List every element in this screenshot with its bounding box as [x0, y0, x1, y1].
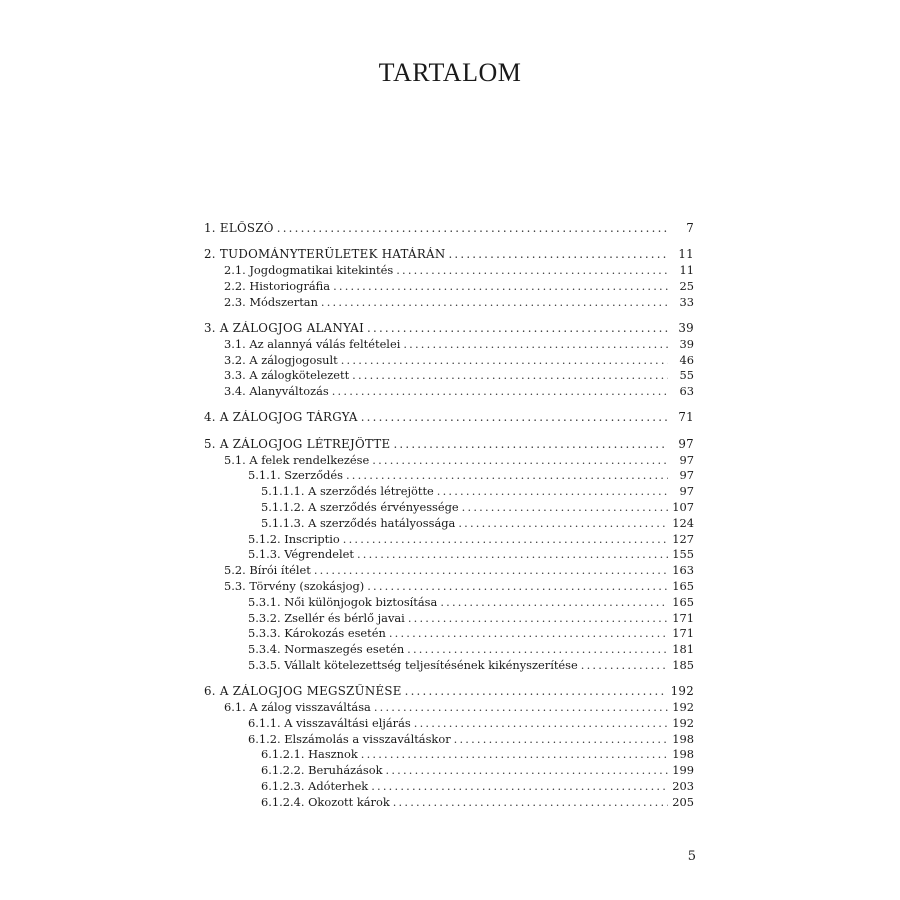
toc-entry-page: 97 — [679, 452, 694, 467]
toc-leader-dots — [357, 547, 668, 563]
toc-entry-label: 5.3.4. Normaszegés esetén — [248, 642, 405, 657]
toc-entry[interactable] — [204, 642, 694, 658]
toc-leader-dots — [333, 279, 668, 295]
toc-entry-page: 205 — [672, 794, 694, 809]
toc-entry-label: 5.1. A felek rendelkezése — [224, 452, 370, 467]
toc-entry[interactable] — [204, 468, 694, 484]
toc-leader-dots — [458, 516, 668, 532]
toc-entry[interactable] — [204, 453, 694, 469]
toc-entry-page: 203 — [672, 779, 694, 793]
toc-entry[interactable] — [204, 611, 694, 627]
toc-leader-dots — [581, 658, 668, 674]
toc-entry-label: 6.1. A zálog visszaváltása — [224, 700, 371, 715]
toc-entry-page: 198 — [672, 731, 694, 746]
toc-entry-page: 39 — [679, 336, 694, 351]
toc-entry[interactable] — [204, 532, 694, 548]
toc-entry-label: 3. A ZÁLOGJOG ALANYAI — [204, 320, 365, 335]
toc-entry[interactable] — [204, 484, 694, 500]
toc-entry-label: 5. A ZÁLOGJOG LÉTREJÖTTE — [204, 436, 391, 451]
toc-entry-label: 5.2. Bírói ítélet — [224, 563, 311, 578]
toc-entry-page: 171 — [672, 626, 694, 641]
toc-chapter-entry[interactable] — [204, 247, 694, 263]
toc-entry-page: 97 — [678, 436, 694, 451]
toc-entry-label: 2.2. Historiográfia — [224, 278, 331, 293]
toc-entry[interactable] — [204, 658, 694, 674]
toc-entry-label: 5.3.1. Női különjogok biztosítása — [248, 594, 438, 609]
toc-entry-page: 33 — [679, 294, 694, 309]
toc-entry-page: 192 — [672, 700, 694, 715]
toc-leader-dots — [374, 700, 668, 716]
toc-entry-page: 199 — [672, 763, 694, 778]
toc-leader-dots — [389, 626, 668, 642]
toc-leader-dots — [386, 763, 668, 779]
toc-leader-dots — [393, 795, 668, 811]
toc-entry-label: 5.1.3. Végrendelet — [248, 547, 354, 562]
toc-chapter-entry[interactable] — [204, 684, 694, 700]
toc-leader-dots — [352, 368, 668, 384]
toc-entry[interactable] — [204, 763, 694, 779]
page-number: 5 — [687, 849, 696, 864]
toc-entry-page: 192 — [670, 684, 694, 699]
toc-leader-dots — [332, 384, 668, 400]
toc-entry[interactable] — [204, 547, 694, 563]
toc-entry-page: 97 — [679, 484, 694, 499]
toc-entry-page: 185 — [672, 657, 694, 672]
toc-leader-dots — [371, 779, 668, 795]
toc-entry[interactable] — [204, 747, 694, 763]
toc-chapter-entry[interactable] — [204, 410, 694, 426]
toc-entry-label: 3.4. Alanyváltozás — [224, 384, 329, 399]
toc-chapter-entry[interactable] — [204, 221, 694, 237]
toc-entry-page: 124 — [672, 515, 694, 530]
toc-entry[interactable] — [204, 795, 694, 811]
toc-entry-label: 2. TUDOMÁNYTERÜLETEK HATÁRÁN — [204, 247, 446, 262]
toc-leader-dots — [414, 716, 668, 732]
toc-entry-page: 127 — [672, 531, 694, 546]
toc-entry[interactable] — [204, 595, 694, 611]
toc-entry-label: 5.3. Törvény (szokásjog) — [224, 578, 365, 593]
toc-entry-label: 5.3.5. Vállalt kötelezettség teljesítésének kikényszerítése — [248, 657, 578, 672]
toc-leader-dots — [408, 611, 668, 627]
toc-entry-page: 181 — [672, 642, 694, 657]
toc-leader-dots — [407, 642, 668, 658]
toc-entry-label: 4. A ZÁLOGJOG TÁRGYA — [204, 410, 358, 425]
toc-entry-page: 11 — [678, 247, 694, 262]
toc-leader-dots — [361, 747, 668, 763]
toc-entry-page: 71 — [678, 410, 694, 425]
toc-entry[interactable] — [204, 779, 694, 795]
toc-entry[interactable] — [204, 732, 694, 748]
toc-entry-label: 3.2. A zálogjogosult — [224, 352, 338, 367]
toc-entry[interactable] — [204, 295, 694, 311]
toc-leader-dots — [367, 579, 668, 595]
toc-entry-label: 6.1.2.4. Okozott károk — [261, 794, 390, 809]
toc-entry-page: 63 — [679, 384, 694, 399]
toc-entry-page: 97 — [679, 468, 694, 483]
table-of-contents — [204, 221, 694, 811]
toc-entry-label: 6.1.1. A visszaváltási eljárás — [248, 715, 411, 730]
toc-leader-dots — [314, 563, 668, 579]
toc-entry-page: 165 — [672, 594, 694, 609]
toc-entry[interactable] — [204, 368, 694, 384]
toc-leader-dots — [346, 468, 668, 484]
toc-entry-label: 6.1.2.1. Hasznok — [261, 747, 358, 762]
toc-entry-label: 3.3. A zálogkötelezett — [224, 368, 350, 383]
toc-chapter-entry[interactable] — [204, 321, 694, 337]
toc-entry-page: 11 — [679, 263, 694, 278]
toc-entry[interactable] — [204, 563, 694, 579]
toc-entry[interactable] — [204, 579, 694, 595]
toc-leader-dots — [372, 453, 668, 469]
toc-chapter-entry[interactable] — [204, 437, 694, 453]
toc-leader-dots — [367, 321, 668, 337]
toc-leader-dots — [448, 247, 668, 263]
toc-entry-page: 192 — [672, 715, 694, 730]
toc-leader-dots — [343, 532, 668, 548]
toc-entry[interactable] — [204, 279, 694, 295]
toc-entry-label: 2.1. Jogdogmatikai kitekintés — [224, 263, 394, 278]
toc-entry-page: 171 — [672, 610, 694, 625]
toc-entry-page: 165 — [672, 578, 694, 593]
toc-leader-dots — [361, 410, 668, 426]
toc-leader-dots — [393, 437, 668, 453]
toc-entry-label: 5.1.1.3. A szerződés hatályossága — [261, 515, 456, 530]
toc-entry-page: 198 — [672, 747, 694, 762]
toc-entry-page: 25 — [679, 278, 694, 293]
toc-entry-page: 55 — [679, 368, 694, 383]
toc-entry[interactable] — [204, 626, 694, 642]
toc-entry-label: 2.3. Módszertan — [224, 294, 318, 309]
toc-leader-dots — [440, 595, 668, 611]
toc-entry-label: 6. A ZÁLOGJOG MEGSZŰNÉSE — [204, 684, 402, 699]
toc-entry-page: 39 — [678, 320, 694, 335]
toc-entry-page: 107 — [672, 499, 694, 514]
toc-leader-dots — [277, 221, 668, 237]
toc-entry[interactable] — [204, 500, 694, 516]
toc-entry[interactable] — [204, 337, 694, 353]
toc-entry-label: 6.1.2. Elszámolás a visszaváltáskor — [248, 731, 451, 746]
toc-entry-page: 46 — [679, 352, 694, 367]
toc-entry-label: 5.3.3. Károkozás esetén — [248, 626, 386, 641]
toc-entry-label: 5.3.2. Zsellér és bérlő javai — [248, 610, 405, 625]
toc-entry-label: 5.1.1. Szerződés — [248, 468, 343, 483]
page-title: TARTALOM — [378, 58, 522, 87]
toc-leader-dots — [405, 684, 667, 700]
toc-entry[interactable] — [204, 384, 694, 400]
toc-leader-dots — [462, 500, 668, 516]
toc-entry-page: 163 — [672, 563, 694, 578]
toc-leader-dots — [396, 263, 668, 279]
toc-entry[interactable] — [204, 353, 694, 369]
toc-entry-label: 5.1.2. Inscriptio — [248, 531, 340, 546]
toc-entry-page: 7 — [686, 221, 694, 235]
toc-leader-dots — [321, 295, 668, 311]
toc-entry-label: 5.1.1.2. A szerződés érvényessége — [261, 499, 459, 514]
toc-leader-dots — [403, 337, 668, 353]
toc-entry-label: 6.1.2.3. Adóterhek — [261, 779, 369, 793]
toc-entry[interactable] — [204, 700, 694, 716]
toc-leader-dots — [437, 484, 668, 500]
toc-entry[interactable] — [204, 716, 694, 732]
toc-entry-label: 3.1. Az alannyá válás feltételei — [224, 336, 401, 351]
toc-entry-label: 5.1.1.1. A szerződés létrejötte — [261, 484, 434, 499]
toc-entry-label: 6.1.2.2. Beruházások — [261, 763, 383, 778]
toc-entry-page: 155 — [672, 547, 694, 562]
toc-entry[interactable] — [204, 263, 694, 279]
toc-entry-label: 1. ELŐSZÓ — [204, 221, 274, 235]
toc-leader-dots — [341, 353, 668, 369]
toc-leader-dots — [454, 732, 668, 748]
toc-entry[interactable] — [204, 516, 694, 532]
